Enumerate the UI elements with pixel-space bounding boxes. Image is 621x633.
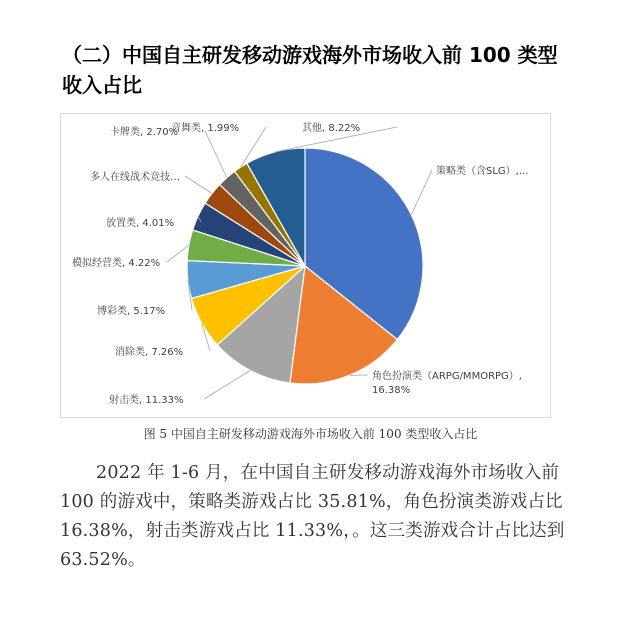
leader-line-6 — [167, 245, 189, 262]
pie-chart — [60, 113, 551, 418]
slice-label-6: 模拟经营类, 4.22% — [72, 258, 161, 269]
leader-line-9 — [205, 131, 227, 178]
slice-label-9: 卡牌类, 2.70% — [110, 127, 179, 138]
slice-label-1: 策略类（含SLG）,... — [436, 166, 529, 177]
slice-label-2: 角色扮演类（ARPG/MMORPG）, 16.38% — [372, 371, 522, 396]
body-paragraph: 2022 年 1-6 月，在中国自主研发移动游戏海外市场收入前 100 的游戏中，策略类游戏占比 35.81%，角色扮演类游戏占比 16.38%，射击类游戏占比 11.33%，。这三类游戏合计占比达到 63.52%。 — [60, 463, 565, 570]
section-heading: （二）中国自主研发移动游戏海外市场收入前 100 类型收入占比 — [62, 43, 558, 97]
slice-label-11: 其他, 8.22% — [302, 123, 361, 134]
pie-chart-svg — [61, 114, 552, 419]
leader-line-1 — [411, 170, 432, 215]
slice-label-5: 博彩类, 5.17% — [97, 306, 166, 317]
slice-label-4: 消除类, 7.26% — [115, 347, 184, 358]
slice-label-8: 多人在线战术竞技… — [90, 172, 180, 183]
leader-line-3 — [204, 371, 250, 400]
leader-line-8 — [185, 176, 212, 193]
slice-label-7: 放置类, 4.01% — [106, 218, 175, 229]
slice-label-3: 射击类, 11.33% — [109, 395, 184, 406]
slice-label-10: 音舞类, 1.99% — [171, 123, 240, 134]
figure-caption: 图 5 中国自主研发移动游戏海外市场收入前 100 类型收入占比 — [143, 427, 478, 441]
